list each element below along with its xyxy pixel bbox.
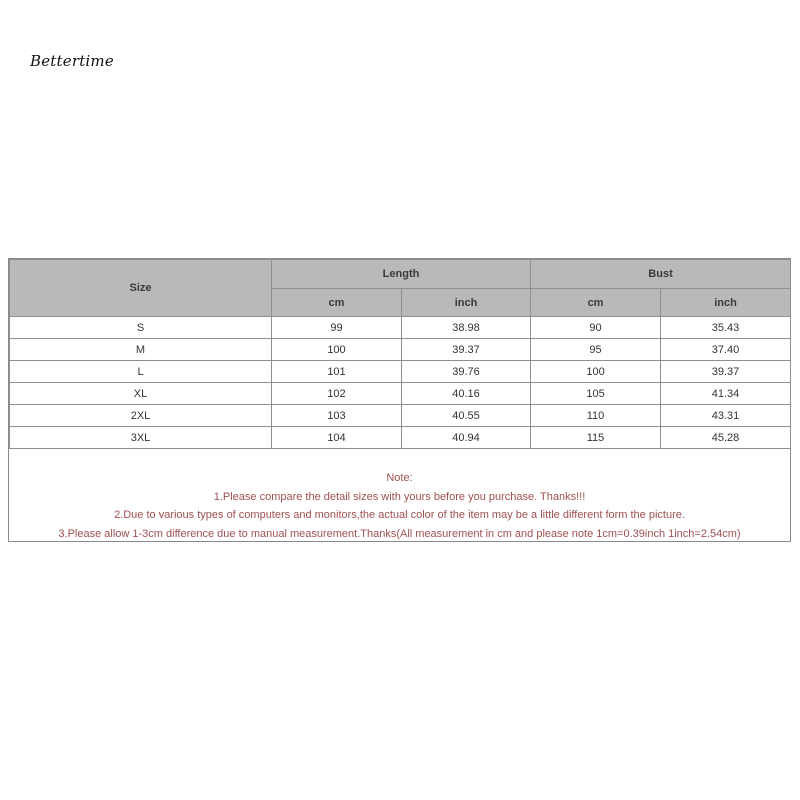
length-inch-cell: 40.94	[402, 427, 531, 449]
brand-logo-text: Bettertime	[30, 52, 114, 70]
length-inch-cell: 40.16	[402, 383, 531, 405]
size-column-header: Size	[10, 260, 272, 317]
length-inch-cell: 38.98	[402, 317, 531, 339]
note-line-1: 1.Please compare the detail sizes with yours before you purchase. Thanks!!!	[213, 490, 586, 503]
length-cm-cell: 102	[272, 383, 402, 405]
bust-inch-cell: 41.34	[661, 383, 791, 405]
length-cm-cell: 100	[272, 339, 402, 361]
size-cell: 2XL	[10, 405, 272, 427]
length-inch-cell: 39.37	[402, 339, 531, 361]
size-chart	[8, 258, 791, 542]
table-row	[10, 361, 791, 383]
length-cm-cell: 101	[272, 361, 402, 383]
size-cell: L	[10, 361, 272, 383]
size-cell: M	[10, 339, 272, 361]
table-row	[10, 383, 791, 405]
length-inch-cell: 39.76	[402, 361, 531, 383]
length-cm-cell: 104	[272, 427, 402, 449]
size-cell: 3XL	[10, 427, 272, 449]
notes-block	[9, 469, 790, 543]
size-table	[9, 259, 791, 449]
length-group-header: Length	[272, 260, 531, 289]
bust-inch-cell: 39.37	[661, 361, 791, 383]
bust-inch-cell: 45.28	[661, 427, 791, 449]
bust-inch-cell: 37.40	[661, 339, 791, 361]
length-cm-cell: 103	[272, 405, 402, 427]
table-row	[10, 339, 791, 361]
bust-cm-cell: 115	[531, 427, 661, 449]
notes-title: Note:	[386, 472, 413, 484]
table-row	[10, 317, 791, 339]
note-line-3: 3.Please allow 1-3cm difference due to manual measurement.Thanks(All measurement in cm and please note 1cm=0.39inch 1inch=2.54cm)	[58, 527, 741, 540]
table-row	[10, 405, 791, 427]
bust-cm-cell: 110	[531, 405, 661, 427]
note-line-2: 2.Due to various types of computers and monitors,the actual color of the item may be a little different form the picture.	[114, 509, 685, 521]
length-cm-header: cm	[272, 289, 402, 317]
length-cm-cell: 99	[272, 317, 402, 339]
bust-cm-cell: 100	[531, 361, 661, 383]
table-row	[10, 427, 791, 449]
bust-cm-header: cm	[531, 289, 661, 317]
bust-cm-cell: 105	[531, 383, 661, 405]
bust-group-header: Bust	[531, 260, 791, 289]
size-cell: XL	[10, 383, 272, 405]
length-inch-cell: 40.55	[402, 405, 531, 427]
bust-inch-cell: 35.43	[661, 317, 791, 339]
bust-inch-header: inch	[661, 289, 791, 317]
bust-cm-cell: 95	[531, 339, 661, 361]
bust-inch-cell: 43.31	[661, 405, 791, 427]
size-cell: S	[10, 317, 272, 339]
bust-cm-cell: 90	[531, 317, 661, 339]
length-inch-header: inch	[402, 289, 531, 317]
